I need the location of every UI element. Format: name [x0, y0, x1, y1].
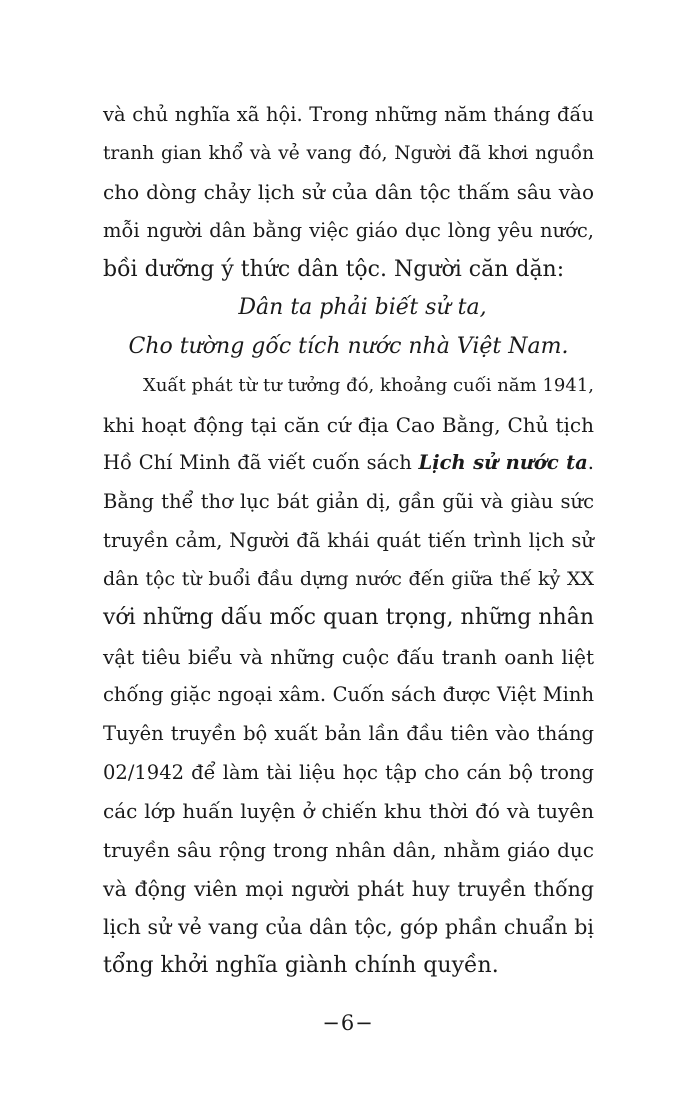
- paragraph-2-line: Tuyên truyền bộ xuất bản lần đầu tiên vào tháng: [103, 722, 594, 745]
- page-number: −6−: [322, 1011, 374, 1035]
- paragraph-2-line: truyền sâu rộng trong nhân dân, nhằm giáo dục: [103, 838, 594, 863]
- paragraph-2-line: Bằng thể thơ lục bát giản dị, gần gũi và giàu sức: [103, 489, 594, 513]
- paragraph-2-text: .: [587, 451, 594, 475]
- paragraph-2-line: các lớp huấn luyện ở chiến khu thời đó và tuyên: [103, 799, 594, 824]
- paragraph-2-line: Xuất phát từ tư tưởng đó, khoảng cuối năm 1941,: [143, 374, 594, 396]
- paragraph-2-line: tổng khởi nghĩa giành chính quyền.: [103, 953, 499, 979]
- paragraph-1-line: tranh gian khổ và vẻ vang đó, Người đã khơi nguồn: [103, 142, 594, 164]
- paragraph-1-line: mỗi người dân bằng việc giáo dục lòng yêu nước,: [103, 219, 594, 243]
- paragraph-1-line: bồi dưỡng ý thức dân tộc. Người căn dặn:: [103, 256, 565, 282]
- paragraph-2-line: truyền cảm, Người đã khái quát tiến trình lịch sử: [103, 528, 594, 552]
- paragraph-1-line: và chủ nghĩa xã hội. Trong những năm tháng đấu: [103, 103, 594, 126]
- paragraph-2-line: với những dấu mốc quan trọng, những nhân: [103, 604, 594, 630]
- paragraph-2-line: dân tộc từ buổi đầu dựng nước đến giữa thế kỷ XX: [103, 568, 594, 591]
- book-title: Lịch sử nước ta: [418, 451, 588, 475]
- paragraph-2-line: lịch sử vẻ vang của dân tộc, góp phần chuẩn bị: [103, 915, 594, 940]
- paragraph-2-line: [103, 444, 594, 483]
- page-body: [103, 96, 594, 986]
- paragraph-1-line: cho dòng chảy lịch sử của dân tộc thấm sâu vào: [103, 180, 594, 205]
- verse-line: Cho tường gốc tích nước nhà Việt Nam.: [128, 334, 569, 360]
- paragraph-2-line: và động viên mọi người phát huy truyền thống: [103, 876, 594, 901]
- paragraph-2-line: vật tiêu biểu và những cuộc đấu tranh oanh liệt: [103, 644, 594, 669]
- paragraph-2-line: chống giặc ngoại xâm. Cuốn sách được Việt Minh: [103, 683, 594, 707]
- paragraph-2-line: khi hoạt động tại căn cứ địa Cao Bằng, Chủ tịch: [103, 412, 594, 437]
- verse-line: Dân ta phải biết sử ta,: [238, 295, 487, 321]
- paragraph-2-line: 02/1942 để làm tài liệu học tập cho cán bộ trong: [103, 760, 594, 784]
- paragraph-2-text: Hồ Chí Minh đã viết cuốn sách: [103, 451, 419, 475]
